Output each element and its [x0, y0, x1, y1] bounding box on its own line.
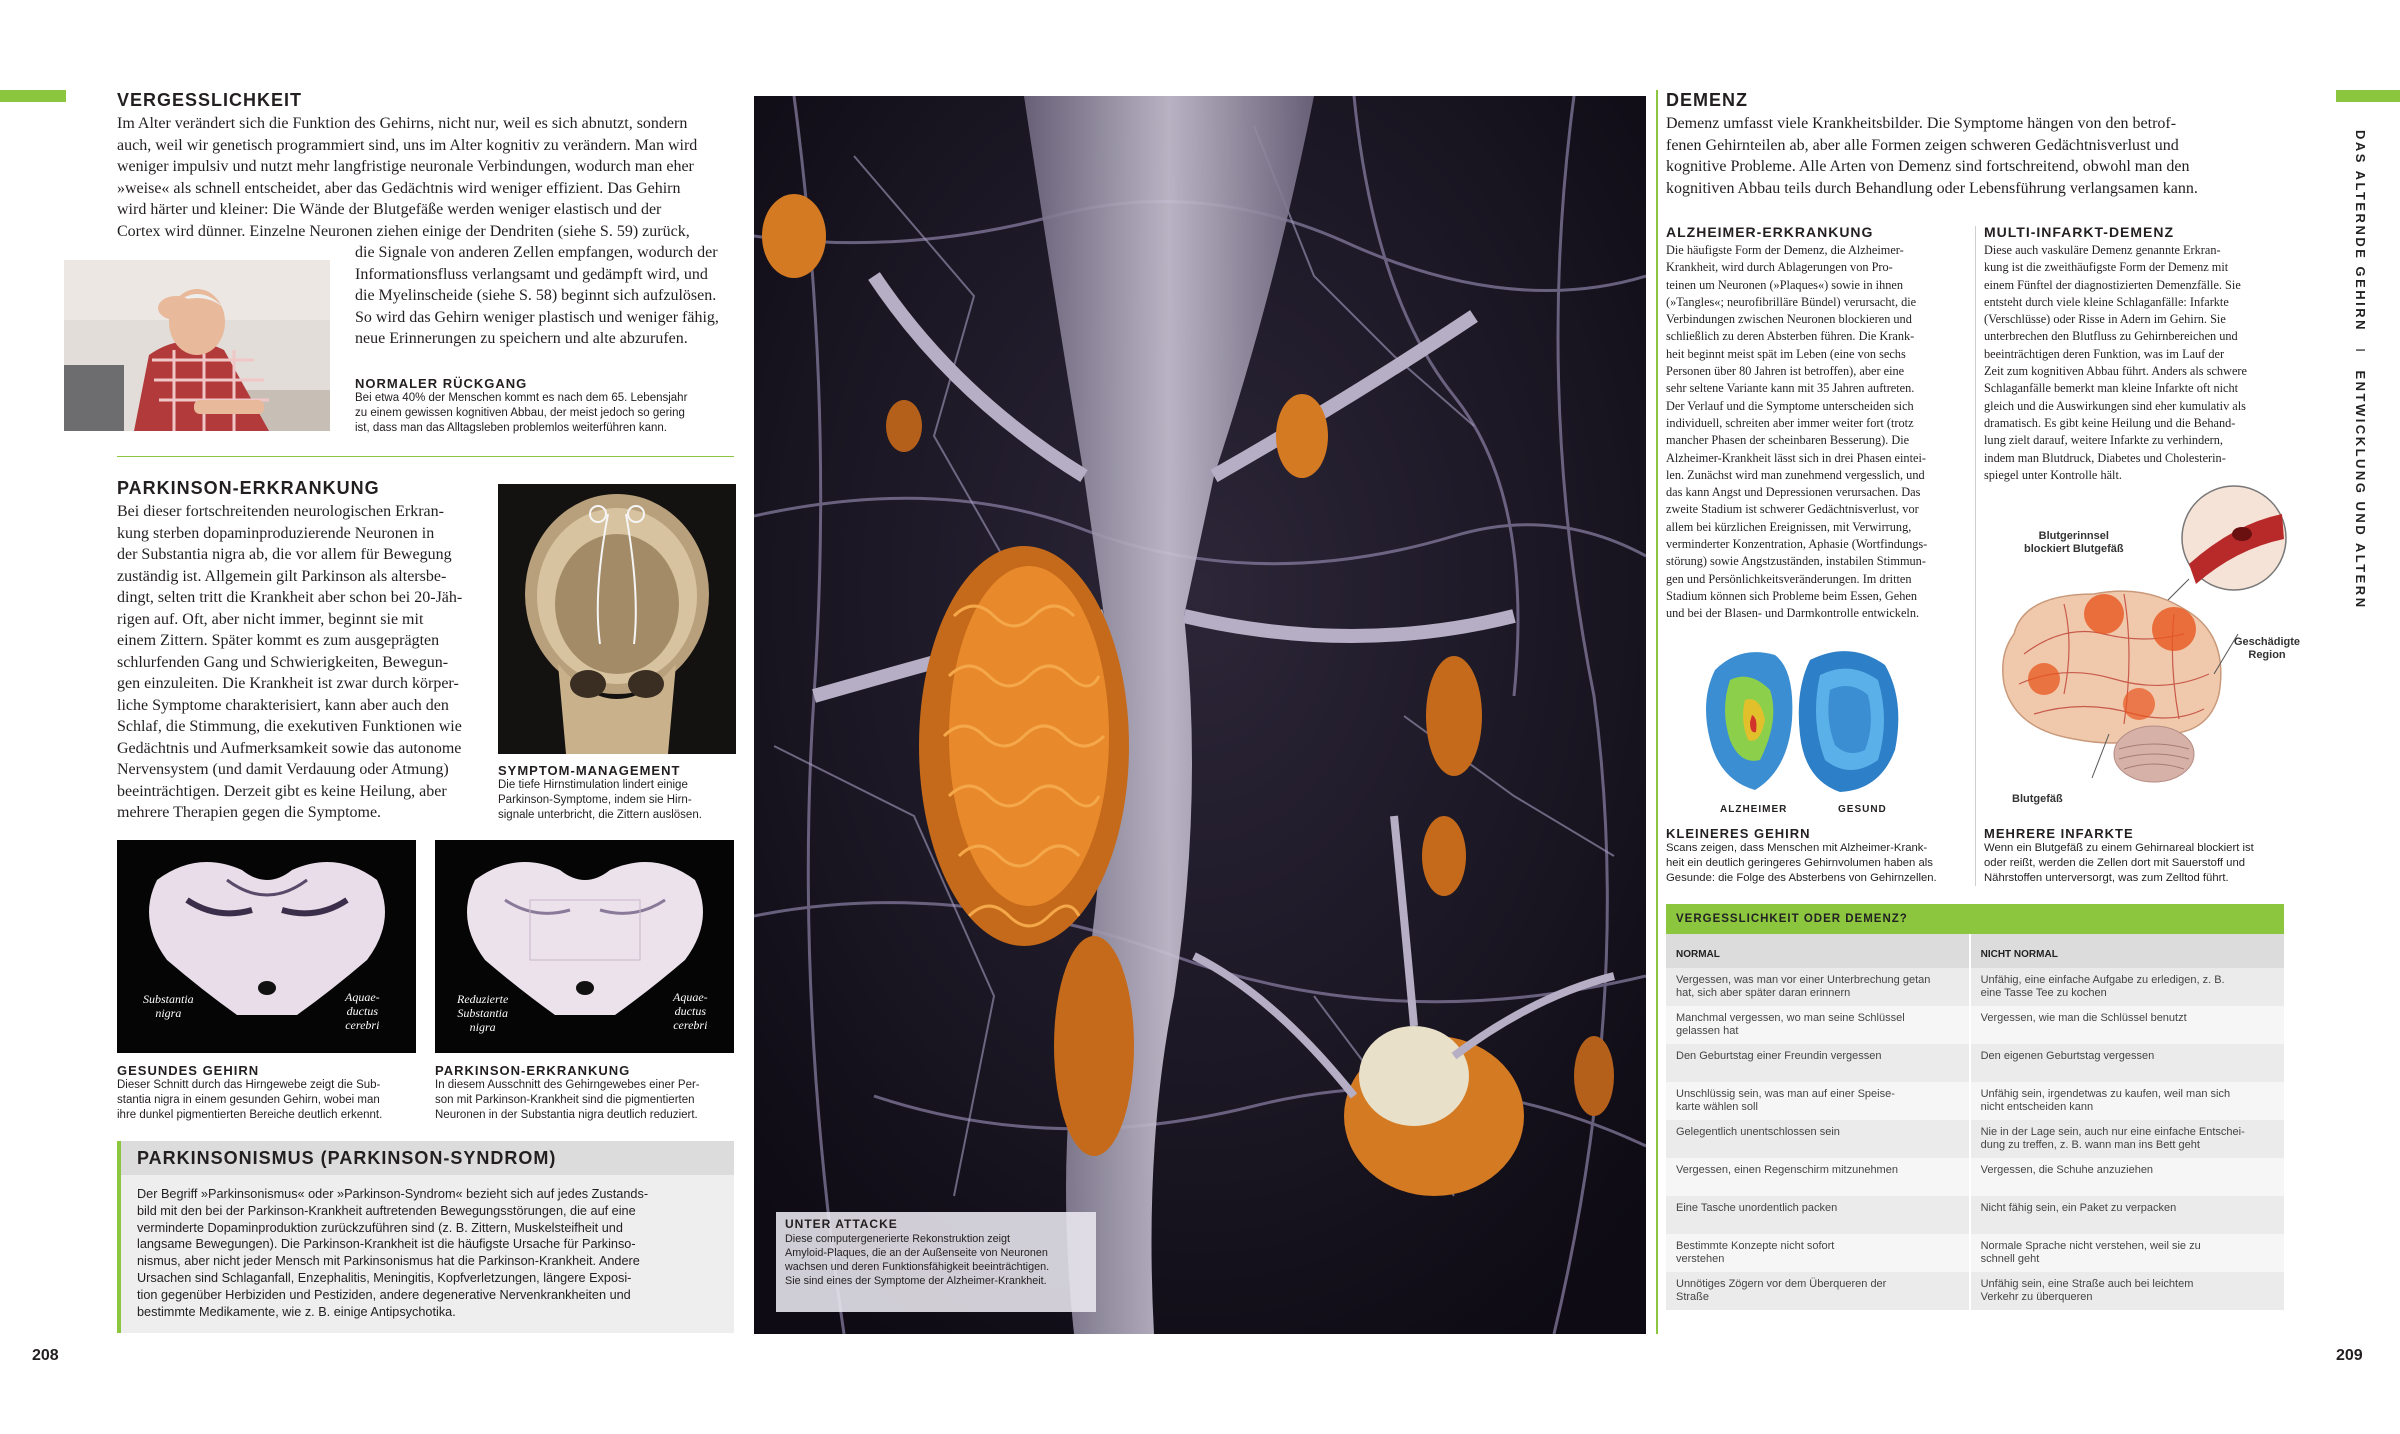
caption-line: Wenn ein Blutgefäß zu einem Gehirnareal blockiert ist — [1984, 842, 2254, 854]
cell-line: Nie in der Lage sein, auch nur eine einfache Entschei- — [1980, 1126, 2245, 1138]
cell-line: gelassen hat — [1676, 1025, 1739, 1037]
cell-line: Nicht fähig sein, ein Paket zu verpacken — [1980, 1202, 2177, 1214]
normal-cell — [1666, 1006, 1970, 1044]
label-line: Substantia — [143, 992, 194, 1006]
text-line: zweite Stadium ist schwerer Gedächtnisverlust, vor — [1666, 502, 1919, 517]
text-line: dramatisch. Es gibt keine Heilung und die Behand- — [1984, 415, 2236, 430]
cell-line: karte wählen soll — [1676, 1101, 1758, 1113]
aquaeductus-label — [345, 990, 380, 1032]
amyloid-plaque-neuron-illustration — [754, 96, 1646, 1334]
normal-cell — [1666, 1158, 1970, 1196]
symptom-management-caption — [498, 778, 738, 823]
text-line: verminderte Dopaminproduktion zurückzuführen sind (z. B. Zittern, Muskelsteifheit und — [137, 1220, 623, 1235]
reduced-substantia-nigra-label — [457, 992, 508, 1034]
text-line: Stadium können sich Probleme beim Essen, Gehen — [1666, 588, 1918, 603]
text-line: (Verschlüsse) oder Risse in Adern im Gehirn. Sie — [1984, 312, 2226, 327]
caption-line: Neuronen in der Substantia nigra deutlich reduziert. — [435, 1109, 698, 1121]
caption-line: In diesem Ausschnitt des Gehirngewebes einer Per- — [435, 1079, 700, 1091]
cell-line: Vergessen, wie man die Schlüssel benutzt — [1980, 1012, 2187, 1024]
caption-line: ihre dunkel pigmentierten Bereiche deutlich erkennt. — [117, 1109, 383, 1121]
label-line: Substantia — [457, 1006, 508, 1020]
text-line: einem Zittern. Später kommt es zum ausgeprägten — [117, 632, 440, 649]
cell-line: Unfähig, eine einfache Aufgabe zu erledigen, z. B. — [1980, 974, 2225, 986]
cell-line: Bestimmte Konzepte nicht sofort — [1676, 1240, 1835, 1252]
text-line: Schlaganfälle bemerkt man kleine Infarkte oft nicht — [1984, 381, 2239, 396]
normal-cell — [1666, 1082, 1970, 1120]
text-line: störung) sowie Angstzuständen, instabilen Stimmun- — [1666, 554, 1926, 569]
normaler-rueckgang-title: NORMALER RÜCKGANG — [355, 376, 528, 391]
text-line: neue Erinnerungen zu speichern und alte abzurufen. — [355, 330, 688, 347]
alzheimer-heading: ALZHEIMER-ERKRANKUNG — [1666, 224, 1874, 240]
cell-line: Unfähig sein, eine Straße auch bei leichtem — [1980, 1278, 2194, 1290]
text-line: Der Begriff »Parkinsonismus« oder »Parkinson-Syndrom« bezieht sich auf jedes Zustands- — [137, 1187, 649, 1201]
vergesslichkeit-heading: VERGESSLICHKEIT — [117, 90, 303, 110]
kleineres-gehirn-title: KLEINERES GEHIRN — [1666, 826, 1811, 841]
text-line: Demenz umfasst viele Krankheitsbilder. Die Symptome hängen von den betrof- — [1666, 115, 2177, 132]
text-line: Verbindungen zwischen Neuronen blockieren und — [1666, 312, 1912, 327]
normal-cell — [1666, 1196, 1970, 1234]
parkinson-brain-caption — [435, 1078, 735, 1123]
label-line: ductus — [346, 1004, 378, 1018]
healthy-scan-label: GESUND — [1838, 804, 1887, 815]
table-title-bar — [1666, 904, 2284, 934]
text-line: Bei dieser fortschreitenden neurologischen Erkran- — [117, 503, 444, 520]
label-line: Blutgerinnsel — [2038, 530, 2109, 542]
text-line: dingt, selten tritt die Krankheit aber schon bei 20-Jäh- — [117, 589, 463, 606]
text-line: Der Verlauf und die Symptome unterscheiden sich — [1666, 398, 1914, 413]
caption-line: Die tiefe Hirnstimulation lindert einige — [498, 779, 688, 791]
table-body — [1666, 934, 2284, 1310]
parkinson-heading: PARKINSON-ERKRANKUNG — [117, 478, 380, 498]
cell-line: Den Geburtstag einer Freundin vergessen — [1676, 1050, 1882, 1062]
text-line: wird härter und kleiner: Die Wände der Blutgefäße werden weniger elastisch und der — [117, 201, 662, 218]
table-row — [1666, 968, 2284, 1006]
caption-line: son mit Parkinson-Krankheit sind die pigmentierten — [435, 1094, 695, 1106]
caption-line: Nährstoffen unterversorgt, was zum Zelltod führt. — [1984, 872, 2229, 884]
caption-line: wachsen und deren Funktionsfähigkeit beeinträchtigen. — [785, 1261, 1050, 1273]
abnormal-cell — [1970, 1196, 2284, 1234]
cell-line: Straße — [1676, 1291, 1710, 1303]
cell-line: Vergessen, die Schuhe anzuziehen — [1980, 1164, 2154, 1176]
table-row — [1666, 1082, 2284, 1120]
caption-line: Sie sind eines der Symptome der Alzheimer-Krankheit. — [785, 1275, 1047, 1287]
damaged-region-label — [2234, 636, 2300, 662]
text-line: Alzheimer-Krankheit lässt sich in drei Phasen eintei- — [1666, 450, 1926, 465]
blood-clot-label — [2024, 530, 2124, 556]
text-line: mehrere Therapien gegen die Symptome. — [117, 804, 382, 821]
abnormal-cell — [1970, 1272, 2284, 1310]
text-line: Nervensystem (und damit Verdauung oder Atmung) — [117, 761, 449, 778]
label-line: Aquae- — [673, 990, 708, 1004]
text-line: Gedächtnis und Aufmerksamkeit sowie das autonome — [117, 739, 462, 757]
text-line: bestimmte Medikamente, wie z. B. einige Antipsychotika. — [137, 1304, 456, 1319]
text-line: lung zielt darauf, weitere Infarkte zu verhindern, — [1984, 433, 2223, 448]
text-line: verminderter Konzentration, Aphasie (Wortfindungs- — [1666, 537, 1928, 552]
text-line: individuell, schreiten aber immer weiter fort (trotz — [1666, 415, 1914, 430]
normaler-rueckgang-caption — [355, 391, 735, 436]
demenz-text — [1666, 113, 2306, 199]
label-line: Reduzierte — [457, 992, 509, 1006]
caption-line: signale unterbricht, die Zittern auslösen. — [498, 809, 702, 821]
alzheimer-scan-label: ALZHEIMER — [1720, 804, 1788, 815]
parkinson-brain-slice-image — [435, 840, 734, 1053]
label-line: cerebri — [673, 1018, 708, 1032]
label-line: blockiert Blutgefäß — [2024, 543, 2124, 555]
page-edge-marker-right — [2336, 90, 2400, 102]
text-line: Schlaf, die Stimmung, die exekutiven Funktionen wie — [117, 718, 462, 735]
normal-cell — [1666, 1120, 1970, 1158]
cell-line: nicht entscheiden kann — [1980, 1101, 2094, 1113]
table-row — [1666, 1006, 2284, 1044]
caption-line: stantia nigra in einem gesunden Gehirn, wobei man — [117, 1094, 380, 1106]
text-line: bild mit den bei der Parkinson-Krankheit auftretenden Bewegungsstörungen, die auf eine — [137, 1203, 636, 1218]
text-line: Diese auch vaskuläre Demenz genannte Erkran- — [1984, 243, 2221, 257]
unter-attacke-caption — [785, 1232, 1095, 1288]
parkinsonismus-box-accent — [117, 1141, 121, 1333]
running-head — [2350, 130, 2368, 690]
text-line: teinen um Neuronen (»Plaques«) sowie in ihnen — [1666, 277, 1904, 292]
abnormal-cell — [1970, 968, 2284, 1006]
text-line: das kann Angst und Depressionen verursachen. Das — [1666, 485, 1921, 500]
cell-line: Unnötiges Zögern vor dem Überqueren der — [1676, 1278, 1887, 1290]
aquaeductus-label — [673, 990, 708, 1032]
unter-attacke-title: UNTER ATTACKE — [785, 1217, 898, 1231]
text-line: indem man Blutdruck, Diabetes und Cholesterin- — [1984, 450, 2226, 465]
text-line: fenen Gehirnteilen ab, aber alle Formen zeigen schweren Gedächtnisverlust und — [1666, 136, 2179, 154]
demenz-accent-bar — [1656, 90, 1658, 1334]
text-line: spiegel unter Kontrolle hält. — [1984, 467, 2122, 482]
normal-cell — [1666, 1272, 1970, 1310]
infarct-brain-illustration — [1984, 484, 2300, 810]
label-line: nigra — [155, 1006, 182, 1020]
skull-xray-image — [498, 484, 736, 754]
parkinsonismus-heading: PARKINSONISMUS (PARKINSON-SYNDROM) — [137, 1148, 557, 1168]
abnormal-cell — [1970, 1044, 2284, 1082]
text-line: heit beginnt meist spät im Leben (eine von sechs — [1666, 346, 1906, 361]
page-edge-marker-left — [0, 90, 66, 102]
elderly-man-photo — [64, 260, 330, 431]
caption-line: heit ein deutlich geringeres Gehirnvolumen haben als — [1666, 857, 1933, 869]
label-line: ductus — [674, 1004, 706, 1018]
text-line: beeinträchtigen deren Funktion, was im Lauf der — [1984, 346, 2225, 361]
table-title: VERGESSLICHKEIT ODER DEMENZ? — [1676, 913, 1908, 925]
normal-cell — [1666, 1044, 1970, 1082]
text-line: die Myelinscheide (siehe S. 58) beginnt sich aufzulösen. — [355, 287, 717, 304]
text-line: mancher Phasen der scheinbaren Besserung). Die — [1666, 433, 1910, 448]
table-header-row — [1666, 934, 2284, 968]
text-line: Zeit zum kognitiven Abbau führt. Anders als schwere — [1984, 364, 2247, 379]
healthy-brain-slice-image — [117, 840, 416, 1053]
column-divider — [1975, 226, 1976, 886]
cell-line: Vergessen, was man vor einer Unterbrechung getan — [1676, 974, 1931, 986]
text-line: kung sterben dopaminproduzierende Neuronen in — [117, 524, 435, 542]
vergesslichkeit-text-indented — [355, 242, 735, 350]
text-line: (»Tangles«; neurofibrilläre Bündel) verursacht, die — [1666, 294, 1917, 309]
label-line: nigra — [469, 1020, 496, 1034]
page-number-right: 209 — [2336, 1347, 2363, 1364]
text-line: Ursachen sind Schlaganfall, Enzephalitis, Meningitis, Kopfverletzungen, längere Exposi- — [137, 1270, 632, 1285]
normal-cell — [1666, 968, 1970, 1006]
cell-line: eine Tasse Tee zu kochen — [1980, 987, 2107, 999]
text-line: gen einzuleiten. Die Krankheit ist zwar durch körper- — [117, 675, 459, 692]
text-line: langsame Bewegungen). Die Parkinson-Krankheit ist die häufigste Ursache für Parkinso- — [137, 1237, 636, 1252]
multi-infarkt-heading: MULTI-INFARKT-DEMENZ — [1984, 224, 2175, 240]
cell-line: Unschlüssig sein, was man auf einer Speise- — [1676, 1088, 1895, 1100]
text-line: Informationsfluss verlangsamt und gedämpft wird, und — [355, 265, 708, 283]
parkinsonismus-text — [137, 1186, 727, 1320]
text-line: einem Fünftel der diagnostizierten Demenzfälle. Sie — [1984, 277, 2241, 292]
caption-line: Dieser Schnitt durch das Hirngewebe zeigt die Sub- — [117, 1079, 381, 1091]
caption-line: Diese computergenerierte Rekonstruktion zeigt — [785, 1233, 1011, 1245]
text-line: So wird das Gehirn weniger plastisch und weniger fähig, — [355, 308, 719, 326]
text-line: weniger impulsiv und nutzt mehr langfristige neuronale Verbindungen, wodurch man eher — [117, 158, 694, 175]
kleineres-gehirn-caption — [1666, 841, 1976, 886]
table-row — [1666, 1196, 2284, 1234]
cell-line: Gelegentlich unentschlossen sein — [1676, 1126, 1840, 1138]
text-line: Die häufigste Form der Demenz, die Alzheimer- — [1666, 243, 1904, 257]
text-line: kung ist die zweithäufigste Form der Demenz mit — [1984, 260, 2229, 275]
table-row — [1666, 1044, 2284, 1082]
caption-line: ist, dass man das Alltagsleben problemlos weiterführen kann. — [355, 422, 667, 434]
abnormal-cell — [1970, 1006, 2284, 1044]
text-line: schlurfenden Gang und Schwierigkeiten, Bewegun- — [117, 653, 449, 671]
label-line: cerebri — [345, 1018, 380, 1032]
healthy-brain-caption — [117, 1078, 417, 1123]
text-line: und bei der Blasen- und Darmkontrolle entwickeln. — [1666, 606, 1920, 621]
text-line: Cortex wird dünner. Einzelne Neuronen ziehen einige der Dendriten (siehe S. 59) zurück, — [117, 222, 690, 240]
cell-line: dung zu treffen, z. B. wann man ins Bett geht — [1980, 1139, 2200, 1151]
caption-line: Gesunde: die Folge des Absterbens von Gehirnzellen. — [1666, 872, 1937, 884]
text-line: unterbrechen den Blutfluss zu Gehirnbereichen und — [1984, 329, 2238, 344]
caption-line: oder reißt, werden die Zellen dort mit Sauerstoff und — [1984, 857, 2246, 869]
cell-line: Eine Tasche unordentlich packen — [1676, 1202, 1838, 1214]
mehrere-infarkte-title: MEHRERE INFARKTE — [1984, 826, 2134, 841]
page-number-left: 208 — [32, 1347, 59, 1364]
cell-line: Vergessen, einen Regenschirm mitzunehmen — [1676, 1164, 1898, 1176]
vergesslichkeit-oder-demenz-table — [1666, 904, 2284, 1310]
parkinson-text — [117, 501, 482, 824]
caption-line: Scans zeigen, dass Menschen mit Alzheimer-Krank- — [1666, 842, 1928, 854]
text-line: der Substantia nigra ab, die vor allem für Bewegung — [117, 546, 452, 563]
section-divider — [117, 456, 734, 457]
caption-line: zu einem gewissen kognitiven Abbau, der meist jedoch so gering — [355, 407, 685, 419]
demenz-heading: DEMENZ — [1666, 90, 1748, 110]
text-line: entsteht durch viele kleine Schlaganfälle: Infarkte — [1984, 294, 2229, 309]
text-line: beeinträchtigen. Derzeit gibt es keine Heilung, aber — [117, 782, 447, 800]
text-line: rigen auf. Oft, aber nicht immer, beginnt sie mit — [117, 610, 424, 628]
text-line: »weise« als schnell entscheidet, aber das Gedächtnis wird weniger effizient. Das Gehirn — [117, 179, 681, 197]
text-line: kognitive Probleme. Alle Arten von Demenz sind fortschreitend, obwohl man den — [1666, 158, 2190, 175]
mehrere-infarkte-caption — [1984, 841, 2294, 886]
cell-line: schnell geht — [1980, 1253, 2040, 1265]
caption-line: Bei etwa 40% der Menschen kommt es nach dem 65. Lebensjahr — [355, 392, 688, 404]
cell-line: Verkehr zu überqueren — [1980, 1291, 2093, 1303]
label-line: Geschädigte — [2234, 636, 2301, 648]
text-line: kognitiven Abbau teils durch Behandlung oder Lebensführung verlangsamen kann. — [1666, 179, 2198, 197]
normal-cell — [1666, 1234, 1970, 1272]
text-line: liche Symptome charakterisiert, kann aber auch den — [117, 696, 449, 714]
text-line: Krankheit, wird durch Ablagerungen von Pro- — [1666, 260, 1893, 275]
symptom-management-title: SYMPTOM-MANAGEMENT — [498, 763, 681, 778]
running-head-separator: I — [2353, 348, 2368, 355]
cell-line: verstehen — [1676, 1253, 1725, 1265]
text-line: die Signale von anderen Zellen empfangen, wodurch der — [355, 244, 718, 261]
parkinson-brain-title: PARKINSON-ERKRANKUNG — [435, 1063, 631, 1078]
label-line: Aquae- — [345, 990, 380, 1004]
abnormal-cell — [1970, 1082, 2284, 1120]
text-line: gleich und die Auswirkungen sind eher kumulativ als — [1984, 398, 2246, 413]
text-line: Personen über 80 Jahren ist betroffen), aber eine — [1666, 364, 1905, 379]
text-line: gen und Persönlichkeitsveränderungen. Im dritten — [1666, 571, 1912, 586]
text-line: zuständig ist. Allgemein gilt Parkinson als altersbe- — [117, 567, 447, 585]
running-head-section: ENTWICKLUNG UND ALTERN — [2353, 370, 2368, 610]
cell-line: hat, sich aber später daran erinnern — [1676, 987, 1851, 999]
cell-line: Normale Sprache nicht verstehen, weil sie zu — [1980, 1240, 2201, 1252]
text-line: tion gegenüber Herbiziden und Pestiziden, andere degenerative Nervenkrankheiten und — [137, 1287, 631, 1302]
column-header-normal: NORMAL — [1666, 934, 1970, 968]
caption-line: Amyloid-Plaques, die an der Außenseite von Neuronen — [785, 1247, 1048, 1259]
abnormal-cell — [1970, 1234, 2284, 1272]
table-row — [1666, 1158, 2284, 1196]
label-line: Region — [2248, 649, 2286, 661]
caption-line: Parkinson-Symptome, indem sie Hirn- — [498, 794, 692, 806]
abnormal-cell — [1970, 1120, 2284, 1158]
text-line: sehr seltene Variante kann mit 35 Jahren auftreten. — [1666, 381, 1915, 396]
blood-vessel-label: Blutgefäß — [2012, 793, 2063, 805]
brain-scan-comparison-image — [1700, 640, 1910, 800]
vergesslichkeit-text-full — [117, 113, 719, 242]
text-line: nismus, aber nicht jeder Mensch mit Parkinsonismus hat die Parkinson-Krankheit. Andere — [137, 1254, 640, 1269]
table-row — [1666, 1120, 2284, 1158]
cell-line: Den eigenen Geburtstag vergessen — [1980, 1050, 2155, 1062]
text-line: allem bei kürzlichen Ereignissen, mit Verwirrung, — [1666, 519, 1912, 534]
text-line: len. Zunächst wird man zunehmend vergesslich, und — [1666, 467, 1925, 482]
running-head-title: DAS ALTERNDE GEHIRN — [2353, 130, 2368, 333]
abnormal-cell — [1970, 1158, 2284, 1196]
text-line: auch, weil wir genetisch programmiert sind, uns im Alter kognitiv zu verändern. Man wird — [117, 136, 698, 154]
text-line: schließlich zu deren Absterben führen. Die Krank- — [1666, 329, 1915, 344]
multi-infarkt-text — [1984, 242, 2284, 484]
cell-line: Manchmal vergessen, wo man seine Schlüssel — [1676, 1012, 1905, 1024]
table-row — [1666, 1234, 2284, 1272]
column-header-not-normal: NICHT NORMAL — [1970, 934, 2284, 968]
table-row — [1666, 1272, 2284, 1310]
cell-line: Unfähig sein, irgendetwas zu kaufen, weil man sich — [1980, 1088, 2231, 1100]
text-line: Im Alter verändert sich die Funktion des Gehirns, nicht nur, weil es sich abnutzt, sondern — [117, 115, 688, 132]
substantia-nigra-label — [143, 992, 194, 1020]
alzheimer-text — [1666, 242, 1966, 623]
healthy-brain-title: GESUNDES GEHIRN — [117, 1063, 260, 1078]
